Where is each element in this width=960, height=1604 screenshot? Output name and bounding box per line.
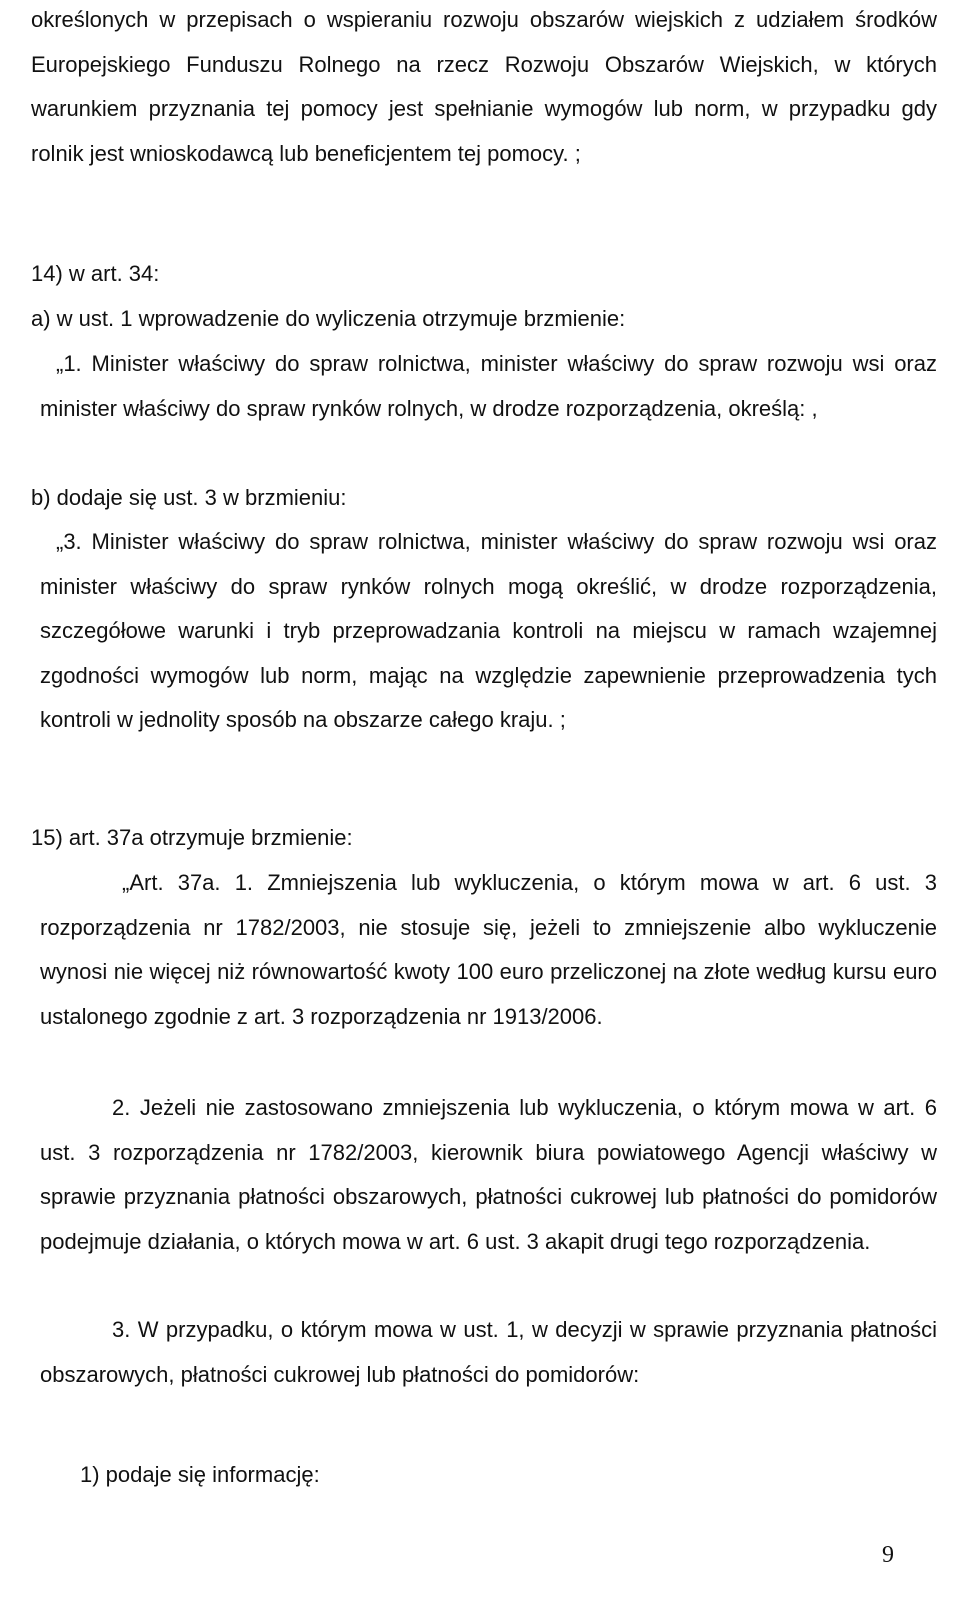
page-number: 9	[882, 1542, 894, 1568]
article-37a-paragraph-3: 3. W przypadku, o którym mowa w ust. 1, w decyzji w sprawie przyznania płatności obszarowych, płatności cukrowej lub płatności do pomidorów:	[40, 1317, 937, 1387]
section-14-item-a: a) w ust. 1 wprowadzenie do wyliczenia otrzymuje brzmienie:	[31, 306, 626, 331]
quoted-provision-1: „1. Minister właściwy do spraw rolnictwa, minister właściwy do spraw rozwoju wsi oraz minister właściwy do spraw rynków rolnych, w drodze rozporządzenia, określą: ,	[40, 351, 937, 421]
list-item-1: 1) podaje się informację:	[80, 1462, 320, 1487]
quoted-provision-3: „3. Minister właściwy do spraw rolnictwa, minister właściwy do spraw rozwoju wsi oraz minister właściwy do spraw rynków rolnych mogą określić, w drodze rozporządzenia, szczegółowe warunki i tryb przeprowadzania kontroli na miejscu w ramach wzajemnej zgodności wymogów lub norm, mając na względzie zapewnienie przeprowadzenia tych kontroli w jednolity sposób na obszarze całego kraju. ;	[40, 529, 937, 732]
article-37a-paragraph-1: „Art. 37a. 1. Zmniejszenia lub wykluczenia, o którym mowa w art. 6 ust. 3 rozporządzenia nr 1782/2003, nie stosuje się, jeżeli to zmniejszenie albo wykluczenie wynosi nie więcej niż równowartość kwoty 100 euro przeliczonej na złote według kursu euro ustalonego zgodnie z art. 3 rozporządzenia nr 1913/2006.	[40, 870, 937, 1029]
section-14-heading: 14) w art. 34:	[31, 261, 160, 286]
article-37a-paragraph-2: 2. Jeżeli nie zastosowano zmniejszenia lub wykluczenia, o którym mowa w art. 6 ust. 3 rozporządzenia nr 1782/2003, kierownik biura powiatowego Agencji właściwy w sprawie przyznania płatności obszarowych, płatności cukrowej lub płatności do pomidorów podejmuje działania, o których mowa w art. 6 ust. 3 akapit drugi tego rozporządzenia.	[40, 1095, 937, 1254]
section-15-heading: 15) art. 37a otrzymuje brzmienie:	[31, 825, 353, 850]
section-14-item-b: b) dodaje się ust. 3 w brzmieniu:	[31, 485, 347, 510]
paragraph-continuation: określonych w przepisach o wspieraniu rozwoju obszarów wiejskich z udziałem środków Europejskiego Funduszu Rolnego na rzecz Rozwoju Obszarów Wiejskich, w których warunkiem przyznania tej pomocy jest spełnianie wymogów lub norm, w przypadku gdy rolnik jest wnioskodawcą lub beneficjentem tej pomocy. ;	[31, 7, 937, 166]
